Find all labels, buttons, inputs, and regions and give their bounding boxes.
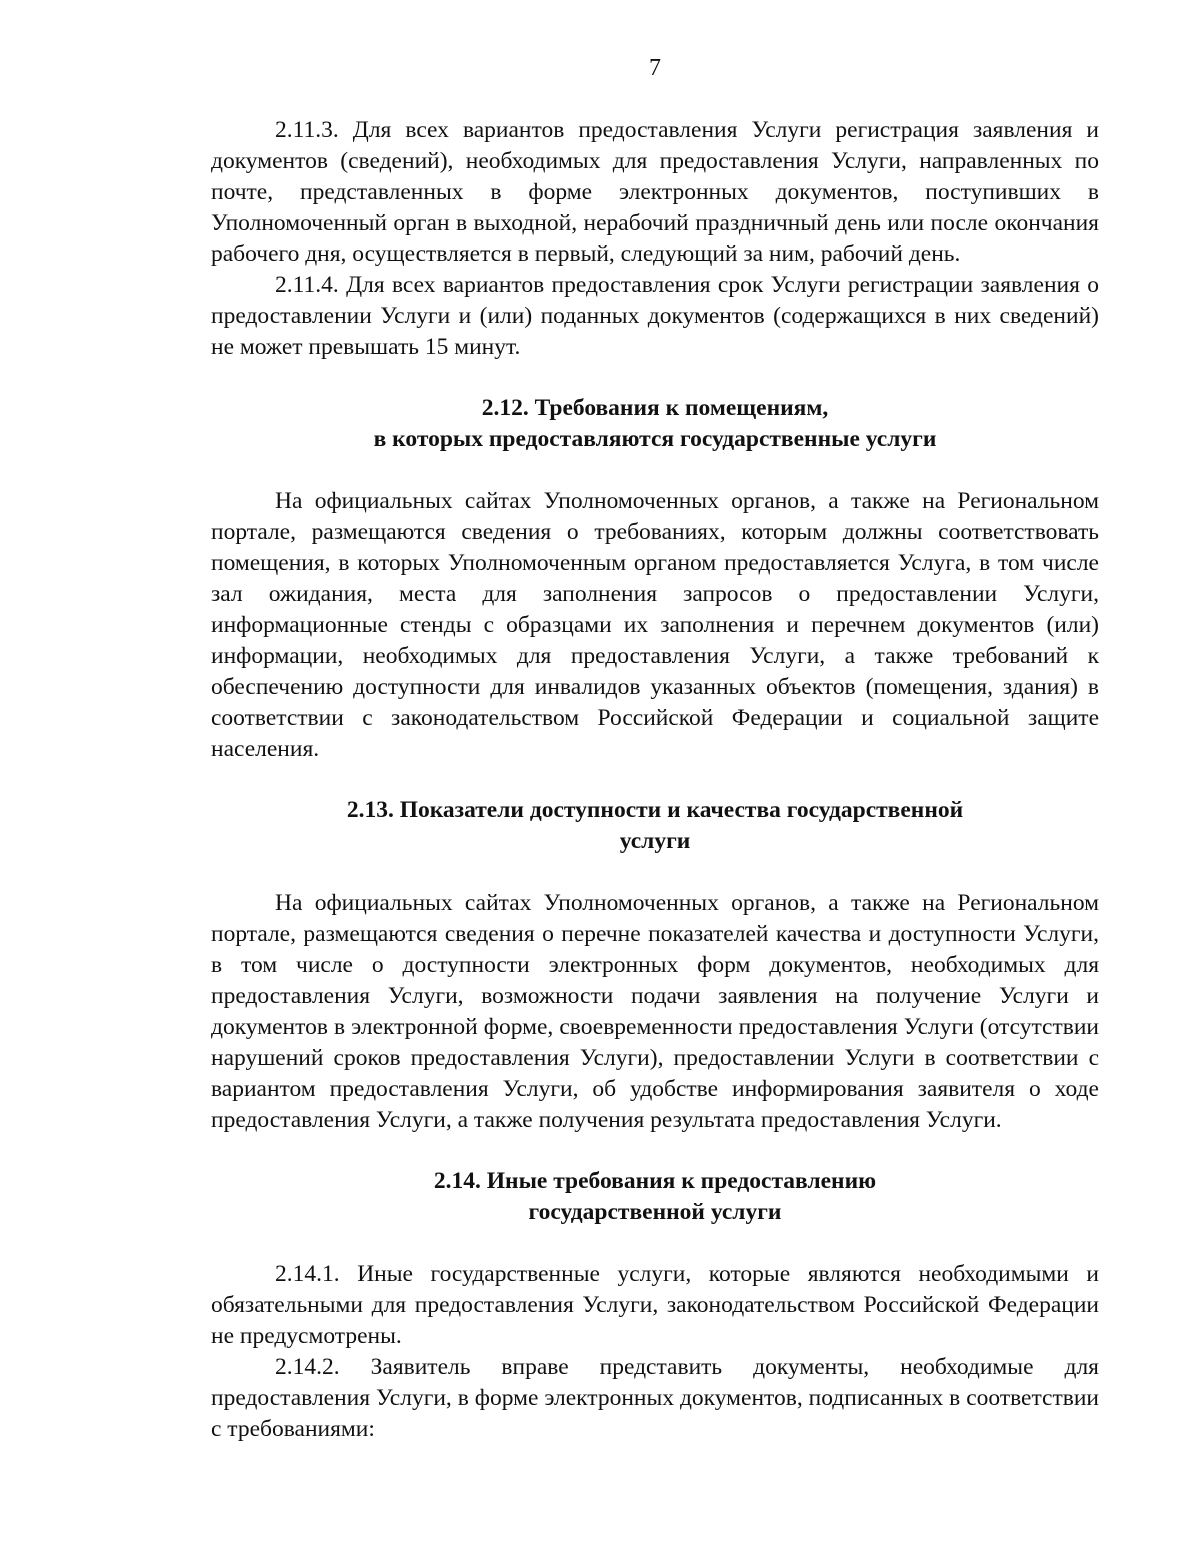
paragraph-2-14-2: 2.14.2. Заявитель вправе представить документы, необходимые для предоставления Услуги, в форме электронных документов, подписанных в соответствии с требованиями:	[211, 1354, 1099, 1442]
section-heading-2-12	[211, 393, 1099, 455]
heading-line: 2.13. Показатели доступности и качества государственной	[346, 797, 964, 823]
heading-line: в которых предоставляются государственные услуги	[373, 426, 937, 452]
heading-line: 2.12. Требования к помещениям,	[481, 395, 829, 421]
paragraph-2-12-body: На официальных сайтах Уполномоченных органов, а также на Региональном портале, размещаются сведения о требованиях, которым должны соответствовать помещения, в которых Уполномоченным органом предоставляется Услуга, в том числе зал ожидания, места для заполнения запросов о предоставлении Услуги, информационные стенды с образцами их заполнения и перечнем документов (или) информации, необходимых для предоставления Услуги, а также требований к обеспечению доступности для инвалидов указанных объектов (помещения, здания) в соответствии с законодательством Российской Федерации и социальной защите населения.	[211, 488, 1099, 762]
document-content	[211, 115, 1099, 1445]
paragraph-2-11-3: 2.11.3. Для всех вариантов предоставления Услуги регистрация заявления и документов (сведений), необходимых для предоставления Услуги, направленных по почте, представленных в форме электронных документов, поступивших в Уполномоченный орган в выходной, нерабочий праздничный день или после окончания рабочего дня, осуществляется в первый, следующий за ним, рабочий день.	[211, 117, 1099, 267]
paragraph-2-11-4: 2.11.4. Для всех вариантов предоставления срок Услуги регистрации заявления о предоставлении Услуги и (или) поданных документов (содержащихся в них сведений) не может превышать 15 минут.	[211, 272, 1099, 360]
heading-line: 2.14. Иные требования к предоставлению	[433, 1168, 877, 1194]
page-number: 7	[649, 55, 661, 81]
heading-line: государственной услуги	[528, 1199, 782, 1225]
paragraph-2-13-body: На официальных сайтах Уполномоченных органов, а также на Региональном портале, размещаются сведения о перечне показателей качества и доступности Услуги, в том числе о доступности электронных форм документов, необходимых для предоставления Услуги, возможности подачи заявления на получение Услуги и документов в электронной форме, своевременности предоставления Услуги (отсутствии нарушений сроков предоставления Услуги), предоставлении Услуги в соответствии с вариантом предоставления Услуги, об удобстве информирования заявителя о ходе предоставления Услуги, а также получения результата предоставления Услуги.	[211, 890, 1099, 1133]
heading-line: услуги	[619, 828, 691, 854]
paragraph-2-14-1: 2.14.1. Иные государственные услуги, которые являются необходимыми и обязательными для предоставления Услуги, законодательством Российской Федерации не предусмотрены.	[211, 1261, 1099, 1349]
section-heading-2-13	[211, 795, 1099, 857]
section-heading-2-14	[211, 1166, 1099, 1228]
